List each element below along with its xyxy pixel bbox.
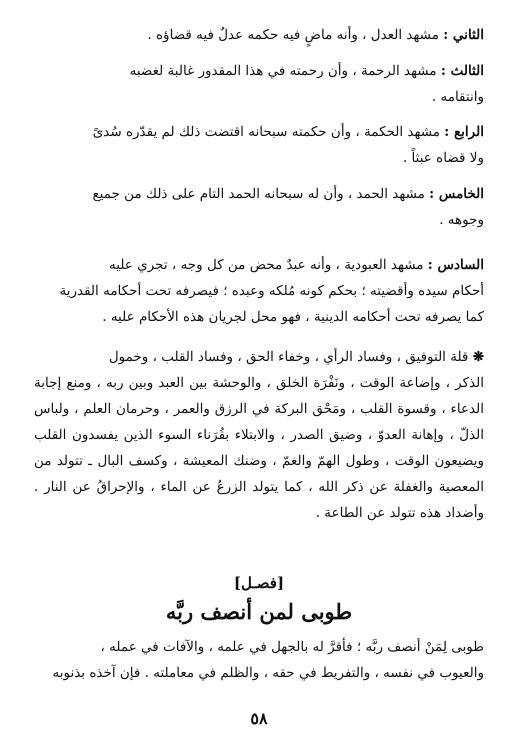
- item-text: مشهد العدل ، وأنه ماضٍ فيه حكمه عدلٌ فيه قضاؤه .: [147, 27, 439, 43]
- item-text: كما يصرفه تحت أحكامه الدينية ، فهو محل لجريان هذه الأحكام عليه .: [102, 309, 484, 325]
- item-label: السادس :: [427, 257, 484, 273]
- text-line: [34, 422, 484, 448]
- text-line: [34, 396, 484, 422]
- text-line: [34, 634, 484, 660]
- effects-text: الذكر ، وإضاعة الوقت ، ونَفْرَة الخلق ، والوحشة بين العبد وبين ربه ، ومنع إجابة: [34, 375, 484, 391]
- chapter-text: والعيوب في نفسه ، والتفريط في حقه ، والظلم في معاملته . فإن آخذه بذنوبه: [52, 665, 484, 681]
- item-label: الثالث :: [440, 63, 484, 79]
- text-line: [34, 207, 484, 233]
- item-text: مشهد الحكمة ، وأن حكمته سبحانه اقتضت ذلك لم يقدّره سُدىً: [92, 124, 440, 140]
- text-line: [34, 252, 484, 278]
- text-line: [34, 278, 484, 304]
- effects-text: الذلّ ، وإهانة العدوّ ، وضيق الصدر ، والابتلاء بقُرَناء السوء الذين يفسدون القلب: [34, 427, 484, 443]
- text-line: [34, 370, 484, 396]
- item-text: مشهد الرحمة ، وأن رحمته في هذا المقدور غالبة لغضبه: [129, 63, 437, 79]
- effects-text: الدعاء ، وقسوة القلب ، ومَحْق البركة في الرزق والعمر ، وحرمان العلم ، ولباس: [34, 401, 484, 417]
- text-line: [34, 181, 484, 207]
- item-text: مشهد الحمد ، وأن له سبحانه الحمد التام على ذلك من جميع: [92, 186, 425, 202]
- text-line: [34, 84, 484, 110]
- text-line: [34, 500, 484, 526]
- item-text: وانتقامه .: [431, 89, 484, 105]
- text-line: [34, 448, 484, 474]
- item-label: الخامس :: [429, 186, 484, 202]
- chapter-label: [فصـل]: [233, 574, 285, 592]
- chapter-title: طوبى لمن أنصف ربَّه: [165, 599, 353, 624]
- item-text: ولا قضاه عبثاً .: [402, 150, 484, 166]
- item-text: وجوهه .: [439, 212, 484, 228]
- text-line: [34, 145, 484, 171]
- item-text: مشهد العبودية ، وأنه عبدٌ محض من كل وجه ، تجري عليه: [109, 257, 424, 273]
- effects-text: ويضيعون الوقت ، وطول الهمّ والغمّ ، وضنك المعيشة ، وكسف البال ـ تتولد من: [34, 453, 484, 469]
- effects-text: قلة التوفيق ، وفساد الرأي ، وخفاء الحق ، وفساد القلب ، وخمول: [108, 349, 469, 365]
- text-line: [34, 474, 484, 500]
- effects-text: وأضداد هذه تتولد عن الطاعة .: [315, 505, 484, 521]
- page-number: ٥٨: [250, 709, 268, 728]
- effects-text: المعصية والغفلة عن ذكر الله ، كما يتولد الزرعُ عن الماء ، والإحراقُ عن النار .: [34, 479, 484, 495]
- bullet-icon: ❋: [472, 349, 484, 365]
- text-line: [34, 119, 484, 145]
- item-text: أحكام سيده وأقضيته ؛ بحكم كونه مُلكه وعبده ؛ فيصرفه تحت أحكامه القدرية: [59, 283, 484, 299]
- text-line: [34, 58, 484, 84]
- text-line: [34, 660, 484, 686]
- text-line: [34, 304, 484, 330]
- chapter-text: طوبى لِمَنْ أنصف ربَّه ؛ فأقرَّ له بالجهل في علمه ، والآفات في عمله ،: [100, 639, 484, 655]
- text-line: [34, 344, 484, 370]
- item-label: الثاني :: [443, 27, 484, 43]
- text-line: [34, 22, 484, 48]
- item-label: الرابع :: [444, 124, 484, 140]
